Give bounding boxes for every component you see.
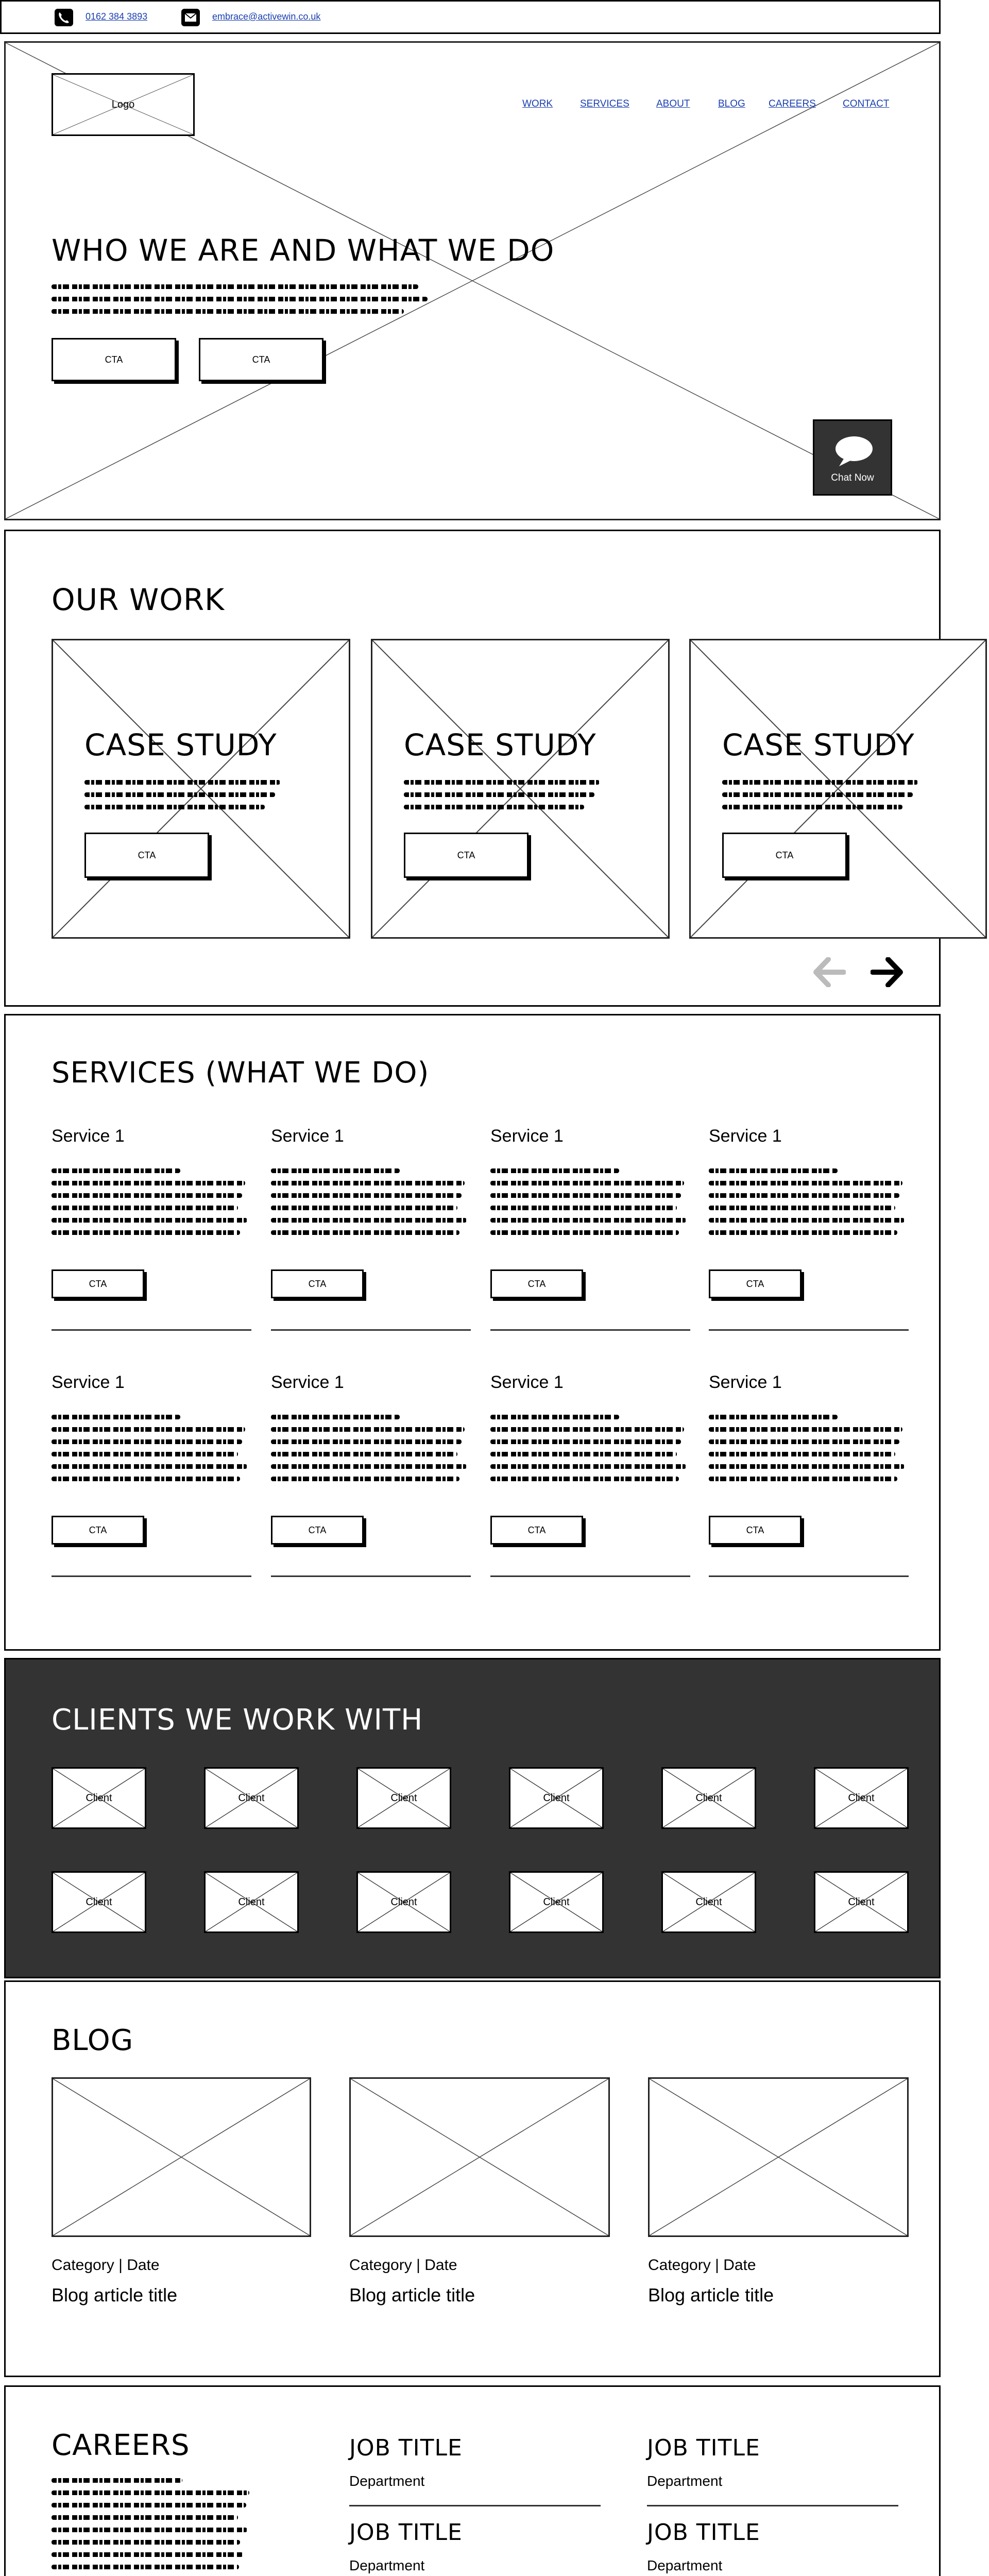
client-logo — [661, 1871, 756, 1933]
service-text-line — [490, 1477, 679, 1481]
case-study-image-placeholder — [372, 640, 668, 937]
client-label: Client — [238, 1792, 265, 1804]
service-divider — [490, 1329, 690, 1331]
service-item — [52, 1372, 251, 1579]
service-text-line — [709, 1452, 895, 1456]
client-logo — [52, 1871, 146, 1933]
nav-work[interactable]: WORK — [522, 98, 553, 109]
service-cta-button[interactable]: CTA — [271, 1269, 364, 1298]
service-text-line — [490, 1427, 684, 1432]
case-study-text-line — [404, 792, 594, 797]
careers-text-line — [52, 2515, 238, 2520]
service-text-line — [709, 1168, 838, 1173]
blog-title: BLOG — [52, 2024, 134, 2057]
service-item — [271, 1126, 471, 1332]
topbar-phone-link[interactable]: 0162 384 3893 — [86, 11, 148, 22]
services-title: SERVICES (WHAT WE DO) — [52, 1056, 430, 1090]
client-label: Client — [390, 1896, 417, 1908]
blog-post-image[interactable] — [648, 2077, 909, 2237]
service-text-line — [52, 1230, 240, 1235]
service-text-line — [271, 1415, 400, 1419]
service-text-line — [490, 1464, 686, 1469]
nav-services[interactable]: SERVICES — [580, 98, 629, 109]
service-text-line — [709, 1218, 905, 1223]
client-logo — [814, 1767, 909, 1829]
case-study-image-placeholder — [691, 640, 985, 937]
blog-post-image[interactable] — [52, 2077, 311, 2237]
hero-text-line — [52, 309, 404, 314]
case-study-text-line — [84, 805, 265, 809]
case-study-text-line — [84, 792, 275, 797]
service-text-line — [490, 1230, 679, 1235]
service-title: Service 1 — [52, 1372, 125, 1392]
carousel-next-arrow-icon[interactable] — [871, 957, 903, 987]
careers-text-line — [52, 2528, 247, 2532]
case-study-title: CASE STUDY — [404, 727, 596, 762]
client-logo — [356, 1767, 451, 1829]
service-divider — [271, 1329, 471, 1331]
client-label: Client — [848, 1792, 875, 1804]
job-divider — [349, 2505, 601, 2506]
client-logo — [204, 1871, 299, 1933]
client-label: Client — [390, 1792, 417, 1804]
careers-text-line — [52, 2552, 243, 2557]
service-text-line — [52, 1206, 238, 1210]
service-cta-button[interactable]: CTA — [271, 1516, 364, 1545]
service-text-line — [52, 1193, 242, 1198]
job-title[interactable]: JOB TITLE — [349, 2519, 463, 2546]
client-logo — [509, 1767, 604, 1829]
case-study-title: CASE STUDY — [722, 727, 915, 762]
service-text-line — [709, 1464, 905, 1469]
case-study-title: CASE STUDY — [84, 727, 277, 762]
service-text-line — [52, 1477, 240, 1481]
client-logo — [52, 1767, 146, 1829]
case-study-text-line — [722, 792, 913, 797]
case-study-text-line — [84, 780, 280, 785]
envelope-icon — [180, 8, 201, 27]
job-divider — [647, 2505, 898, 2506]
logo-text: Logo — [111, 98, 135, 110]
phone-icon — [54, 8, 74, 27]
service-text-line — [709, 1439, 899, 1444]
service-text-line — [490, 1439, 681, 1444]
blog-post-meta: Category | Date — [648, 2257, 756, 2274]
service-text-line — [490, 1193, 681, 1198]
service-text-line — [271, 1439, 462, 1444]
clients-title: CLIENTS WE WORK WITH — [52, 1703, 423, 1737]
work-title: OUR WORK — [52, 582, 225, 617]
service-item — [490, 1372, 690, 1579]
service-divider — [52, 1575, 251, 1577]
nav-careers[interactable]: CAREERS — [769, 98, 816, 109]
service-text-line — [52, 1452, 238, 1456]
careers-text-line — [52, 2565, 239, 2569]
careers-text-line — [52, 2478, 182, 2483]
client-label: Client — [695, 1896, 722, 1908]
job-title[interactable]: JOB TITLE — [647, 2519, 760, 2546]
service-text-line — [52, 1415, 180, 1419]
service-text-line — [271, 1477, 459, 1481]
case-study-card[interactable] — [689, 639, 987, 939]
service-text-line — [709, 1477, 897, 1481]
careers-text-line — [52, 2540, 240, 2545]
service-text-line — [490, 1181, 684, 1185]
service-divider — [271, 1575, 471, 1577]
service-text-line — [271, 1206, 457, 1210]
service-text-line — [52, 1218, 247, 1223]
client-label: Client — [543, 1896, 570, 1908]
service-text-line — [52, 1181, 245, 1185]
job-title[interactable]: JOB TITLE — [349, 2435, 463, 2461]
service-text-line — [271, 1181, 465, 1185]
blog-image-placeholder — [53, 2079, 310, 2235]
client-logo — [204, 1767, 299, 1829]
case-study-text-line — [404, 780, 600, 785]
service-item — [709, 1372, 909, 1579]
blog-post-meta: Category | Date — [349, 2257, 457, 2274]
service-cta-button[interactable]: CTA — [709, 1269, 802, 1298]
logo[interactable] — [52, 73, 195, 136]
service-text-line — [271, 1218, 467, 1223]
nav-blog[interactable]: BLOG — [718, 98, 745, 109]
case-study-cta-button[interactable]: CTA — [84, 833, 209, 878]
job-department: Department — [647, 2473, 723, 2489]
service-text-line — [709, 1181, 902, 1185]
job-department: Department — [647, 2557, 723, 2573]
service-item — [52, 1126, 251, 1332]
case-study-cta-button[interactable]: CTA — [404, 833, 528, 878]
service-divider — [709, 1575, 909, 1577]
topbar-email-link[interactable]: embrace@activewin.co.uk — [212, 11, 321, 22]
service-text-line — [52, 1439, 242, 1444]
case-study-cta-button[interactable]: CTA — [722, 833, 847, 878]
service-cta-button[interactable]: CTA — [52, 1269, 144, 1298]
service-text-line — [490, 1206, 677, 1210]
case-study-card[interactable] — [371, 639, 670, 939]
job-title[interactable]: JOB TITLE — [647, 2435, 760, 2461]
chat-now-button[interactable] — [813, 419, 892, 496]
service-divider — [490, 1575, 690, 1577]
chat-now-label: Chat Now — [831, 472, 874, 483]
service-text-line — [271, 1464, 467, 1469]
service-title: Service 1 — [490, 1372, 564, 1392]
nav-about[interactable]: ABOUT — [656, 98, 690, 109]
service-text-line — [271, 1427, 465, 1432]
hero-cta-button-2[interactable]: CTA — [199, 338, 323, 381]
client-label: Client — [86, 1896, 112, 1908]
job-department: Department — [349, 2473, 425, 2489]
blog-post-meta: Category | Date — [52, 2257, 160, 2274]
service-cta-button[interactable]: CTA — [490, 1269, 583, 1298]
service-divider — [709, 1329, 909, 1331]
case-study-text-line — [722, 780, 918, 785]
blog-post-title[interactable]: Blog article title — [648, 2284, 774, 2306]
careers-text-line — [52, 2503, 246, 2507]
service-title: Service 1 — [709, 1372, 782, 1392]
service-title: Service 1 — [271, 1372, 344, 1392]
service-text-line — [490, 1452, 677, 1456]
blog-image-placeholder — [650, 2079, 907, 2235]
speech-bubble-icon — [834, 434, 874, 467]
service-text-line — [490, 1415, 619, 1419]
case-study-text-line — [722, 805, 902, 809]
service-text-line — [52, 1427, 245, 1432]
case-study-image-placeholder — [53, 640, 349, 937]
hero-text-line — [52, 284, 418, 289]
service-text-line — [52, 1464, 247, 1469]
service-text-line — [271, 1230, 459, 1235]
hero-text-line — [52, 297, 428, 301]
service-divider — [52, 1329, 251, 1331]
service-item — [490, 1126, 690, 1332]
careers-title: CAREERS — [52, 2429, 190, 2462]
service-text-line — [52, 1168, 180, 1173]
client-logo — [509, 1871, 604, 1933]
client-label: Client — [238, 1896, 265, 1908]
service-cta-button[interactable]: CTA — [52, 1516, 144, 1545]
service-text-line — [271, 1168, 400, 1173]
hero-title: WHO WE ARE AND WHAT WE DO — [52, 233, 555, 268]
service-cta-button[interactable]: CTA — [490, 1516, 583, 1545]
service-text-line — [490, 1218, 686, 1223]
client-logo — [356, 1871, 451, 1933]
service-text-line — [271, 1193, 462, 1198]
client-logo — [814, 1871, 909, 1933]
service-title: Service 1 — [490, 1126, 564, 1146]
service-text-line — [709, 1230, 897, 1235]
service-item — [271, 1372, 471, 1579]
carousel-prev-arrow-icon[interactable] — [813, 957, 846, 987]
blog-post-title[interactable]: Blog article title — [349, 2284, 475, 2306]
client-label: Client — [848, 1896, 875, 1908]
service-item — [709, 1126, 909, 1332]
client-label: Client — [695, 1792, 722, 1804]
blog-post-image[interactable] — [349, 2077, 610, 2237]
client-logo — [661, 1767, 756, 1829]
service-cta-button[interactable]: CTA — [709, 1516, 802, 1545]
nav-contact[interactable]: CONTACT — [843, 98, 890, 109]
service-title: Service 1 — [709, 1126, 782, 1146]
case-study-text-line — [404, 805, 584, 809]
service-text-line — [709, 1206, 895, 1210]
service-title: Service 1 — [52, 1126, 125, 1146]
client-label: Client — [543, 1792, 570, 1804]
blog-image-placeholder — [351, 2079, 608, 2235]
job-department: Department — [349, 2557, 425, 2573]
service-text-line — [490, 1168, 619, 1173]
client-label: Client — [86, 1792, 112, 1804]
service-text-line — [271, 1452, 457, 1456]
service-title: Service 1 — [271, 1126, 344, 1146]
blog-post-title[interactable]: Blog article title — [52, 2284, 178, 2306]
case-study-card[interactable] — [52, 639, 350, 939]
hero-cta-button-1[interactable]: CTA — [52, 338, 176, 381]
service-text-line — [709, 1193, 899, 1198]
careers-text-line — [52, 2490, 249, 2495]
service-text-line — [709, 1427, 902, 1432]
service-text-line — [709, 1415, 838, 1419]
